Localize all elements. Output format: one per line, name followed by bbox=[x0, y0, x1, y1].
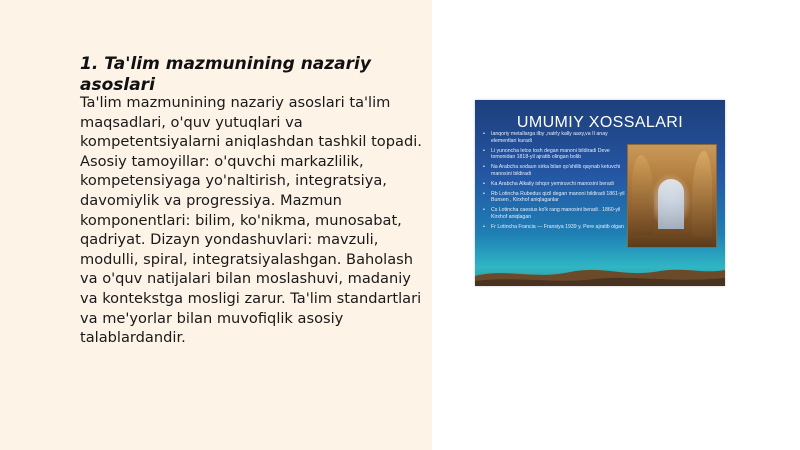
section-heading: 1. Ta'lim mazmunining nazariy asoslari bbox=[80, 54, 371, 95]
painting-tree-left bbox=[632, 155, 654, 235]
slide-painting-image bbox=[627, 144, 717, 248]
slide-bullet-list bbox=[481, 131, 631, 234]
slide-bullet: • Rb Lotincha Rubedus qizil degan manoni bildiradi 1861-yil Bunsen , Kirxhof aniqlaganlar bbox=[481, 191, 631, 204]
section-body-text: Ta'lim mazmunining nazariy asoslari ta'lim maqsadlari, o'quv yutuqlari va kompetentsiyalarni aniqlashdan tashkil topadi. Asosiy tamoyillar: o'quvchi markazlilik, kompetensiyaga yo'naltirish, integratsiya, davomiylik va progressiya. Mazmun komponentlari: bilim, ko'nikma, munosabat, qadriyat. Dizayn yondashuvlari: mavzuli, modulli, spiral, integratsiyalashgan. Baholash va o'quv natijalari bilan moslashuvi, madaniy va kontekstga mosligi zarur. Ta'lim standartlari va me'yorlar bilan muvofiqlik asosiy talablardandir. bbox=[80, 94, 422, 347]
painting-tree-right bbox=[692, 151, 712, 237]
slide-bullet: • Ka Arabcha Alkaliy ishqor yemiruvchi manosini beradi bbox=[481, 181, 631, 188]
painting-arch bbox=[658, 179, 684, 229]
slide-ground-decoration bbox=[475, 262, 725, 286]
slide-title: UMUMIY XOSSALARI bbox=[516, 114, 684, 131]
slide-thumbnail bbox=[475, 100, 725, 286]
slide-bullet: • Na Arabcha sodaun sirka bilan qo'shilib qaynab ketuvchi manosini bildiradi bbox=[481, 164, 631, 177]
slide-bullet: • Ianqoriy metallarga ilby ,natrly kally aaxy,va II anay elementlari kuradi bbox=[481, 131, 631, 144]
slide-bullet: • Cs Lotincha caesius ko'k rang manosini beradi . 1860-yil Kirxhof aniqlagan bbox=[481, 207, 631, 220]
slide-bullet: • Li yunoncha letos tosh degan manoni bildiradi Deve tomonidan 1818-yil ajratib olingan bolib bbox=[481, 148, 631, 161]
slide-bullet: • Fr Lotincha Francia — Fransiya 1939 y. Pere ajratib olgan bbox=[481, 224, 631, 231]
